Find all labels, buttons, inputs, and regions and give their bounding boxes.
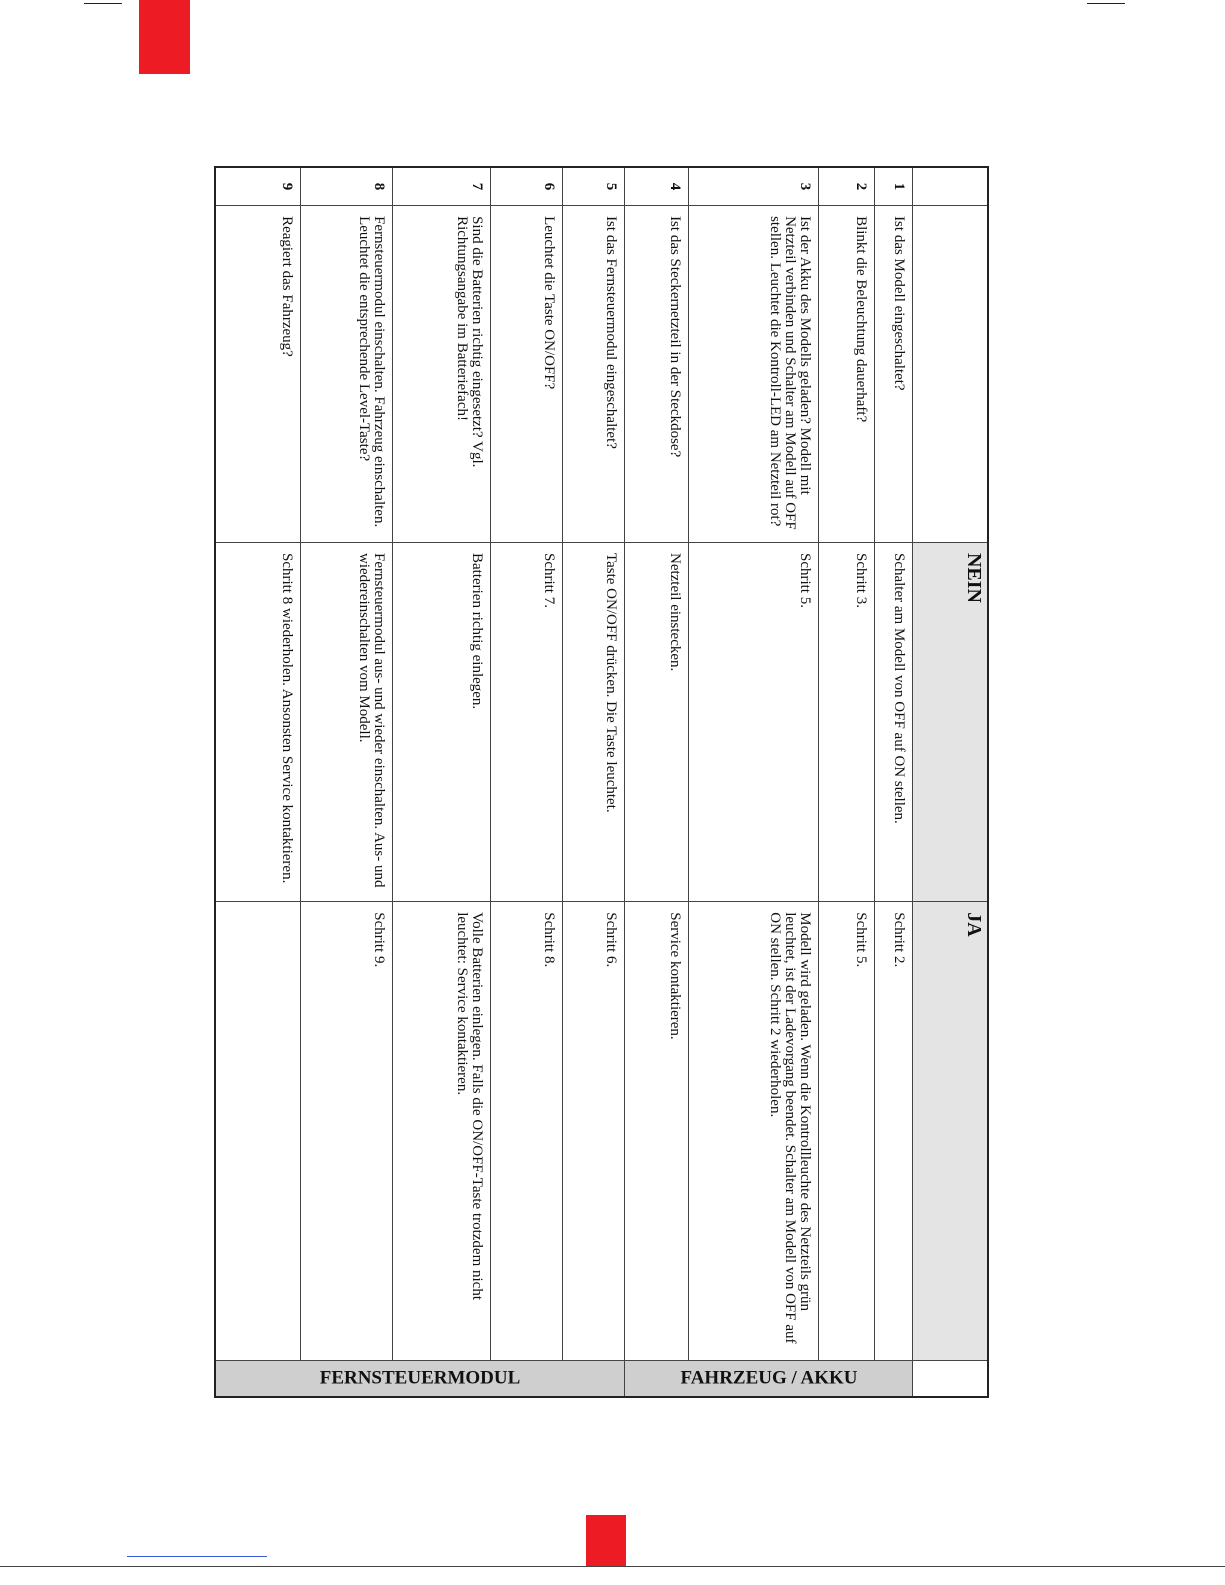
bottom-link-line: [127, 1556, 267, 1557]
table-row: [393, 167, 491, 1397]
table-row: [625, 167, 689, 1397]
step-question: Reagiert das Fahrzeug?: [215, 206, 301, 543]
step-answer-ja: [215, 902, 301, 1361]
step-answer-ja: Modell wird geladen. Wenn die Kontrollleuchte des Netzteils grün leuchtet, ist der Ladevorgang beendet. Schalter am Modell von OFF auf ON stellen. Schritt 2 wiederholen.: [689, 902, 819, 1361]
step-question: Ist das Modell eingeschaltet?: [875, 206, 913, 543]
table-row: [491, 167, 563, 1397]
step-answer-ja: Schritt 2.: [875, 902, 913, 1361]
header-blank-section: [913, 1360, 988, 1397]
step-question: Leuchtet die Taste ON/OFF?: [491, 206, 563, 543]
step-number: 2: [819, 167, 875, 206]
step-answer-nein: Schritt 3.: [819, 542, 875, 901]
step-answer-nein: Schritt 7.: [491, 542, 563, 901]
step-answer-ja: Schritt 9.: [301, 902, 393, 1361]
step-answer-ja: Schritt 8.: [491, 902, 563, 1361]
section-fernsteuermodul: [215, 1360, 625, 1397]
step-number: 4: [625, 167, 689, 206]
step-question: Ist der Akku des Modells geladen? Modell mit Netzteil verbinden und Schalter am Modell auf OFF stellen. Leuchtet die Kontroll-LED am Netzteil rot?: [689, 206, 819, 543]
step-answer-nein: Netzteil einstecken.: [625, 542, 689, 901]
step-answer-nein: Schritt 5.: [689, 542, 819, 901]
section-label: FERNSTEUERMODUL: [319, 1367, 521, 1389]
crop-mark-top-left: [84, 3, 122, 4]
step-question: Ist das Steckernetzteil in der Steckdose?: [625, 206, 689, 543]
step-question: Ist das Fernsteuermodul eingeschaltet?: [563, 206, 625, 543]
step-answer-nein: Fernsteuermodul aus- und wieder einschalten. Aus- und wiedereinschalten vom Modell.: [301, 542, 393, 901]
bottom-rule: [0, 1566, 1225, 1567]
table-row: [819, 167, 875, 1397]
red-tab-marker-top: [139, 0, 190, 74]
step-answer-ja: Service kontaktieren.: [625, 902, 689, 1361]
step-number: 9: [215, 167, 301, 206]
table-row: [563, 167, 625, 1397]
table-row: [215, 167, 301, 1397]
step-number: 5: [563, 167, 625, 206]
table-row: [301, 167, 393, 1397]
step-question: Fernsteuermodul einschalten. Fahrzeug einschalten. Leuchtet die entsprechende Level-Taste?: [301, 206, 393, 543]
step-number: 3: [689, 167, 819, 206]
step-answer-ja: Schritt 5.: [819, 902, 875, 1361]
step-answer-nein: Schalter am Modell von OFF auf ON stellen.: [875, 542, 913, 901]
section-label: FAHRZEUG / AKKU: [680, 1367, 858, 1389]
header-blank-num: [913, 167, 988, 206]
step-number: 6: [491, 167, 563, 206]
crop-mark-top-right: [1087, 3, 1125, 4]
table-row: [689, 167, 819, 1397]
step-question: Blinkt die Beleuchtung dauerhaft?: [819, 206, 875, 543]
table-row: [875, 167, 913, 1397]
troubleshooting-table-rotated: [214, 166, 989, 1398]
step-answer-nein: Schritt 8 wiederholen. Ansonsten Service kontaktieren.: [215, 542, 301, 901]
step-number: 8: [301, 167, 393, 206]
header-blank-question: [913, 206, 988, 543]
step-answer-ja: Volle Batterien einlegen. Falls die ON/OFF-Taste trotzdem nicht leuchtet: Service kontaktieren.: [393, 902, 491, 1361]
step-number: 7: [393, 167, 491, 206]
header-nein: NEIN: [913, 542, 988, 901]
step-answer-nein: Batterien richtig einlegen.: [393, 542, 491, 901]
step-question: Sind die Batterien richtig eingesetzt? Vgl. Richtungsangabe im Batteriefach!: [393, 206, 491, 543]
header-ja: JA: [913, 902, 988, 1361]
red-tab-marker-bottom: [586, 1515, 626, 1567]
step-number: 1: [875, 167, 913, 206]
troubleshooting-table: [214, 166, 989, 1398]
step-answer-nein: Taste ON/OFF drücken. Die Taste leuchtet.: [563, 542, 625, 901]
section-fahrzeug-akku: [625, 1360, 913, 1397]
step-answer-ja: Schritt 6.: [563, 902, 625, 1361]
table-header-row: [913, 167, 988, 1397]
